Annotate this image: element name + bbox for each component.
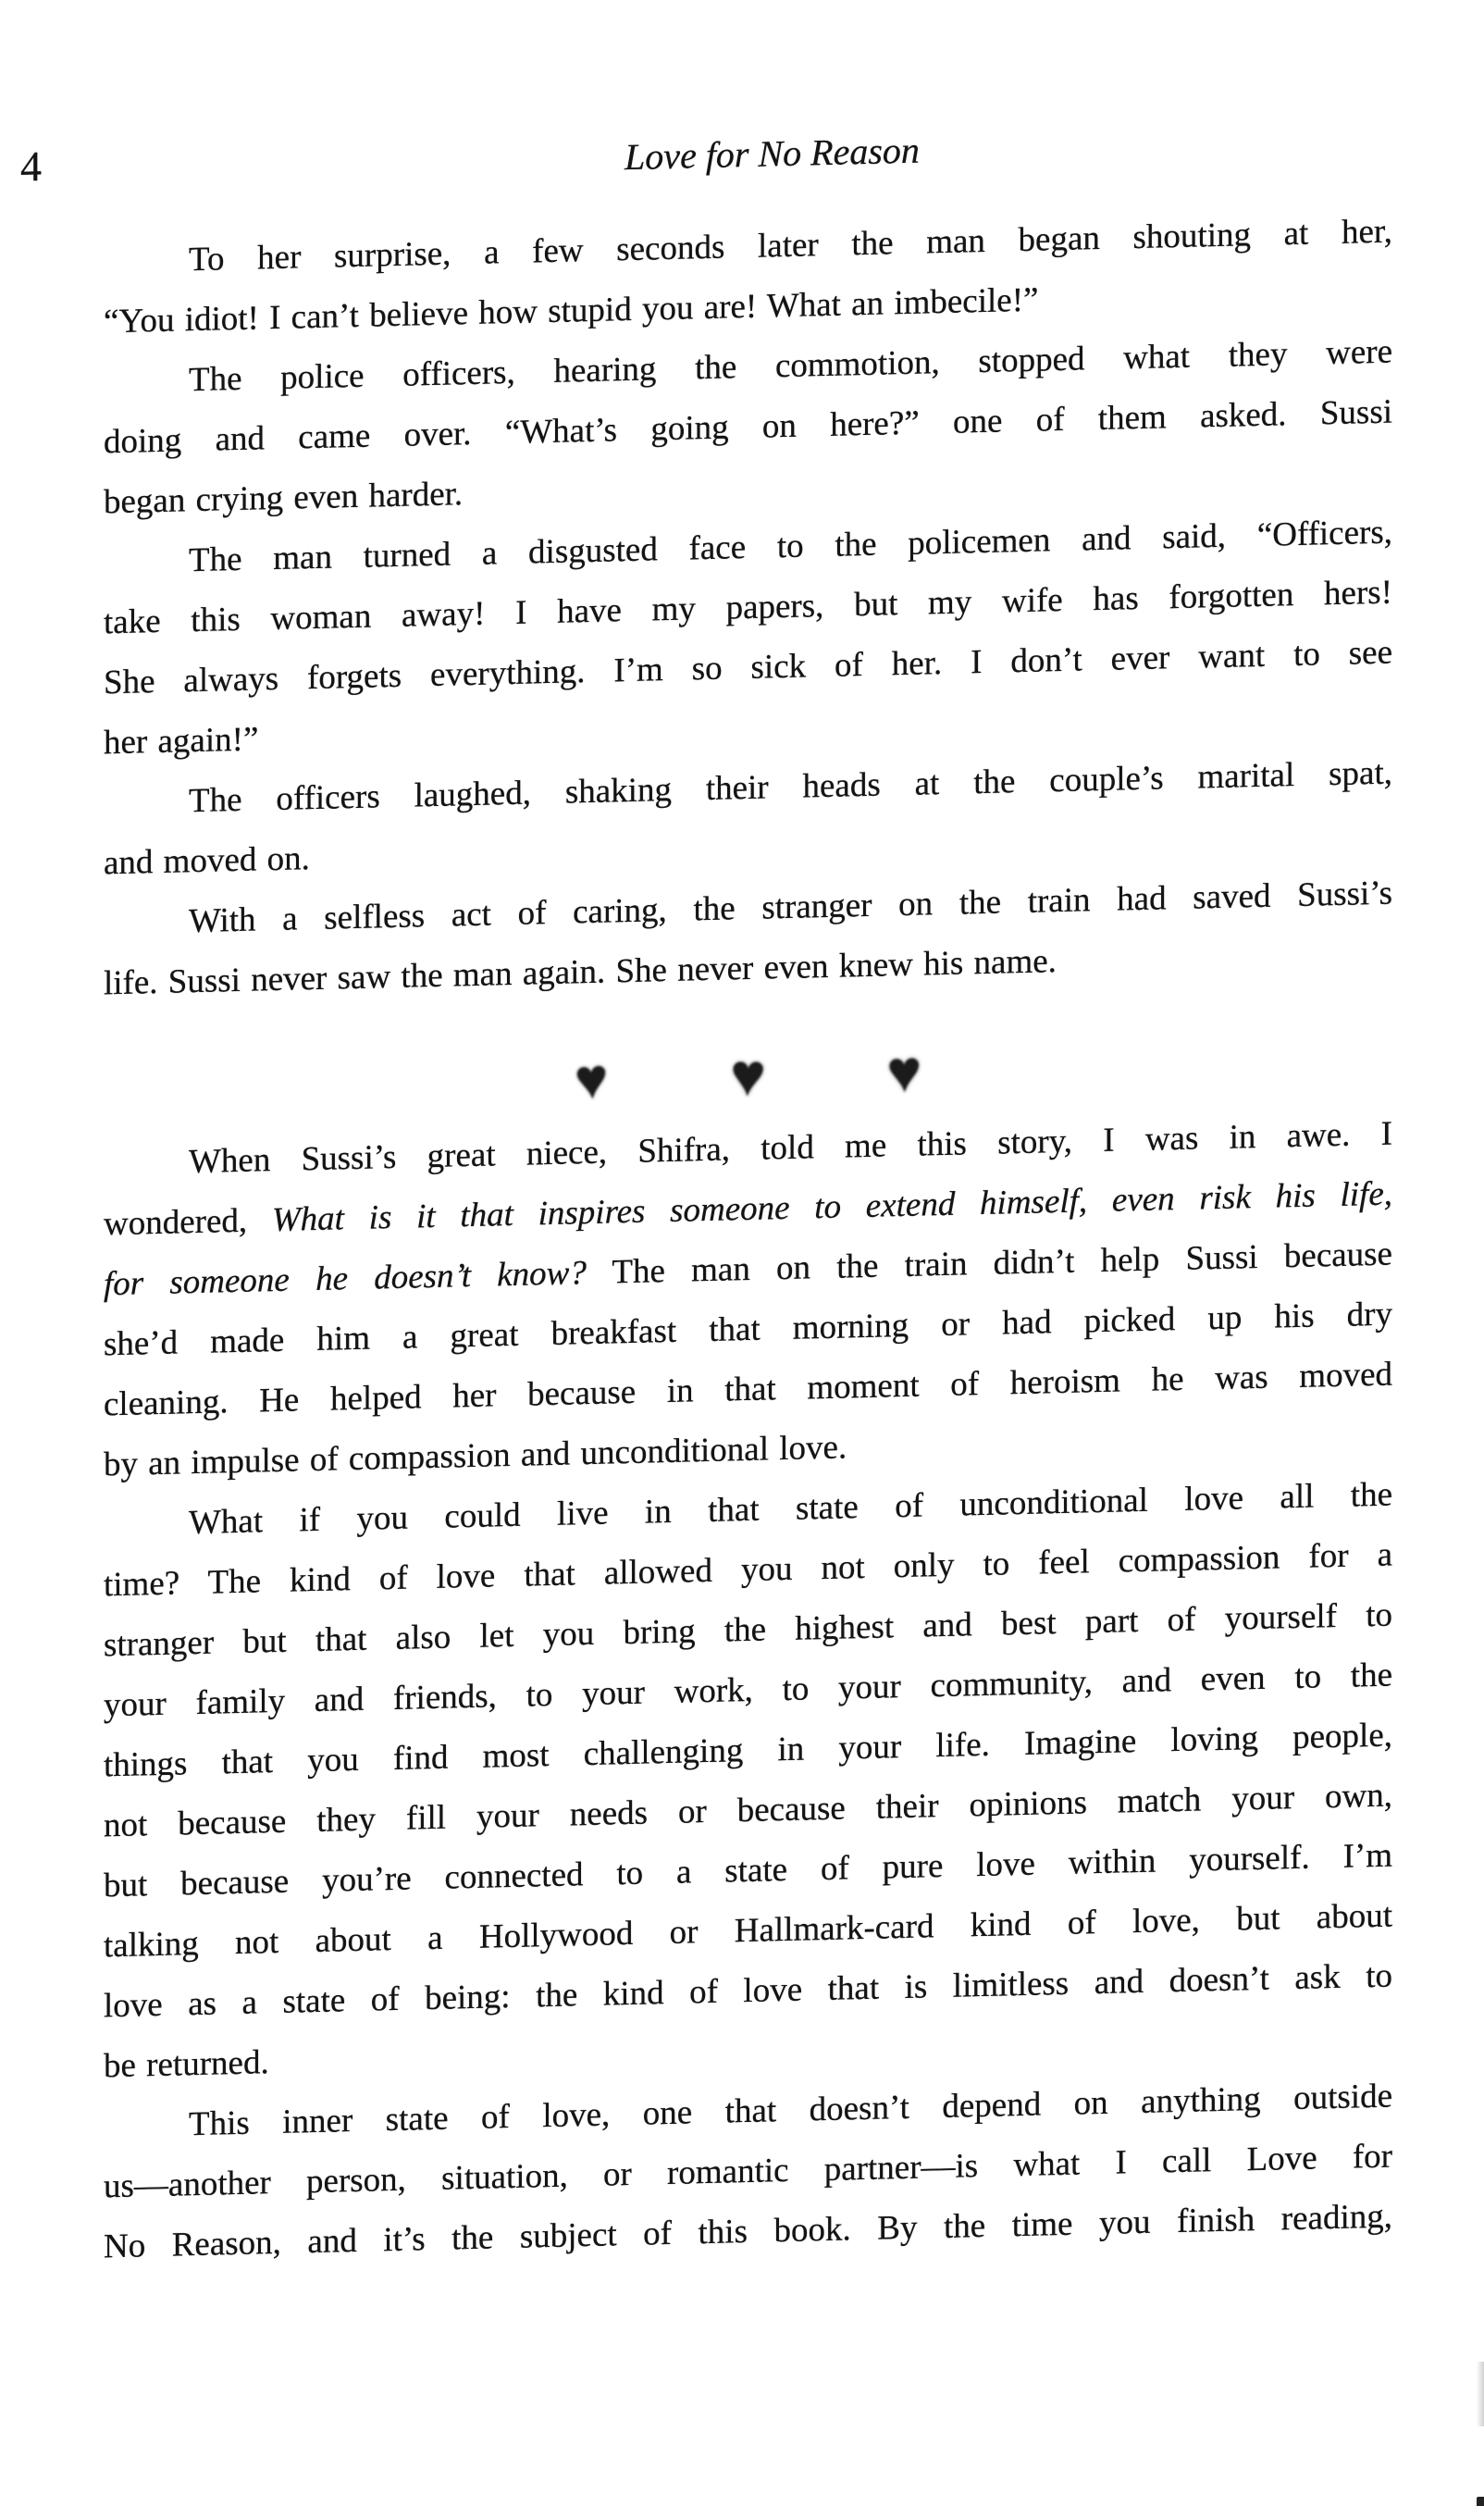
paragraph <box>104 1104 1392 1495</box>
text-line: doing and came over. “What’s going on here?” one of them asked. Sussi <box>104 392 1392 462</box>
paragraph <box>104 1465 1392 2097</box>
text-line: time? The kind of love that allowed you not only to feel compassion for a <box>104 1535 1392 1605</box>
text-line: wondered, What is it that inspires someone to extend himself, even risk his life, <box>104 1174 1392 1244</box>
body-text <box>104 202 1392 2277</box>
story-section <box>104 202 1392 1014</box>
text-line: began crying even harder. <box>104 475 464 522</box>
text-line: “You idiot! I can’t believe how stupid you are! What an imbecile!” <box>104 280 1039 341</box>
heart-icon: ♥ <box>729 1043 767 1110</box>
text-line: No Reason, and it’s the subject of this book. By the time you finish reading, <box>104 2197 1392 2266</box>
heart-icon: ♥ <box>573 1048 611 1112</box>
text-line: things that you find most challenging in your life. Imagine loving people, <box>104 1716 1392 1785</box>
text-line: stranger but that also let you bring the highest and best part of yourself to <box>104 1595 1392 1665</box>
paragraph <box>104 502 1392 774</box>
text-line: but because you’re connected to a state of pure love within yourself. I’m <box>104 1836 1392 1905</box>
text-line: The police officers, hearing the commotion, stopped what they were <box>189 332 1392 400</box>
text-line: To her surprise, a few seconds later the man began shouting at her, <box>189 212 1392 279</box>
scan-corner-artifact <box>1477 2497 1484 2506</box>
text-line: and moved on. <box>104 839 310 883</box>
text-line: This inner state of love, one that doesn’t depend on anything outside <box>189 2077 1392 2144</box>
text-line: talking not about a Hollywood or Hallmark-card kind of love, but about <box>104 1896 1392 1966</box>
text-line: love as a state of being: the kind of love that is limitless and doesn’t ask to <box>104 1956 1392 2026</box>
text-line: What if you could live in that state of unconditional love all the <box>189 1475 1392 1543</box>
page-number: 4 <box>20 142 42 191</box>
text-line: not because they fill your needs or because their opinions match your own, <box>104 1776 1392 1845</box>
paragraph <box>104 2066 1392 2277</box>
text-line: The officers laughed, shaking their heads at the couple’s marital spat, <box>189 753 1392 821</box>
running-head: Love for No Reason <box>625 129 920 179</box>
text-line: she’d made him a great breakfast that morning or had picked up his dry <box>104 1295 1392 1364</box>
text-line: her again!” <box>104 720 259 763</box>
text-line: life. Sussi never saw the man again. She never even knew his name. <box>104 942 1057 1003</box>
text-line: for someone he doesn’t know? The man on the train didn’t help Sussi because <box>104 1234 1392 1304</box>
scan-edge-smudge <box>1477 2362 1484 2426</box>
commentary-section <box>104 1104 1392 2277</box>
text-line: be returned. <box>104 2043 269 2086</box>
text-line: your family and friends, to your work, to your community, and even to the <box>104 1656 1392 1725</box>
text-line: The man turned a disgusted face to the policemen and said, “Officers, <box>189 513 1392 580</box>
paragraph <box>104 322 1392 533</box>
text-line: When Sussi’s great niece, Shifra, told me this story, I was in awe. I <box>189 1114 1392 1182</box>
text-line: by an impulse of compassion and unconditional love. <box>104 1428 847 1484</box>
text-line: With a selfless act of caring, the stranger on the train had saved Sussi’s <box>189 874 1392 941</box>
text-line: She always forgets everything. I’m so sick of her. I don’t ever want to see <box>104 633 1392 702</box>
text-line: us—another person, situation, or romantic partner—is what I call Love for <box>104 2137 1392 2206</box>
text-line: cleaning. He helped her because in that moment of heroism he was moved <box>104 1355 1392 1424</box>
text-line: take this woman away! I have my papers, but my wife has forgotten hers! <box>104 573 1392 642</box>
heart-icon: ♥ <box>885 1039 922 1106</box>
